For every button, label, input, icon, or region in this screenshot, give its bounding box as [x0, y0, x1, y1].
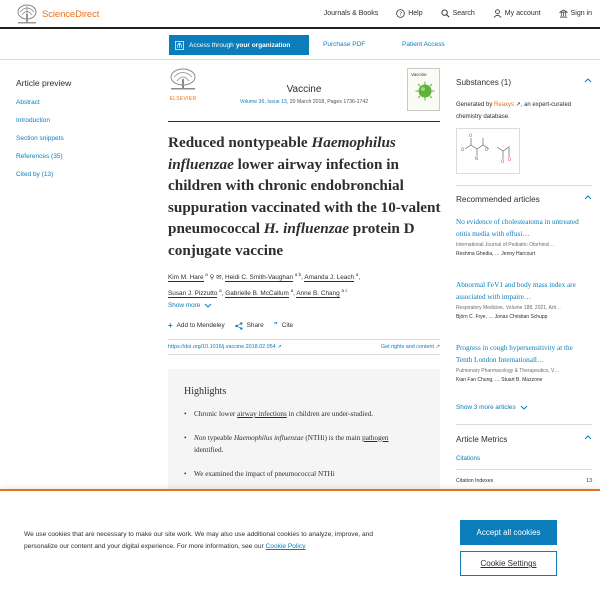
- affiliation-sup: a: [355, 272, 359, 277]
- text: in children are under-studied.: [286, 410, 374, 418]
- author-link[interactable]: Amanda J. Leach: [304, 274, 355, 282]
- substances-source: [456, 99, 592, 123]
- show-more-authors-button[interactable]: [168, 302, 212, 309]
- recommended-article-source: Respiratory Medicine, Volume 188, 2021, Arti…: [456, 305, 562, 311]
- title-part: lower airway infection in children with chronic endobronchial suppuration vaccinated with the 10-valent pneumococcal: [168, 155, 441, 237]
- elsevier-tree-icon: [16, 4, 38, 24]
- recommended-article-authors: Björn C. Frye, … Jonas Christian Schupp: [456, 314, 548, 320]
- cookie-settings-button[interactable]: Cookie Settings: [460, 551, 557, 576]
- author-link[interactable]: Heidi C. Smith-Vaughan: [224, 274, 294, 282]
- highlights-heading: Highlights: [184, 386, 227, 397]
- accept-all-cookies-button[interactable]: Accept all cookies: [460, 520, 557, 545]
- section-title: Recommended articles: [456, 195, 540, 204]
- sciencedirect-logo[interactable]: [16, 4, 99, 24]
- highlight-item: [184, 432, 414, 457]
- preview-link-references[interactable]: References (35): [16, 153, 63, 160]
- preview-link-abstract[interactable]: Abstract: [16, 99, 40, 106]
- title-part-italic: Haemophilus influenzae: [168, 134, 396, 173]
- institution-icon: [175, 41, 184, 50]
- preview-link-cited-by[interactable]: Cited by (13): [16, 171, 54, 178]
- doi-text: https://doi.org/10.1016/j.vaccine.2018.02.054: [168, 344, 276, 350]
- preview-link-introduction[interactable]: Introduction: [16, 117, 50, 124]
- metric-label: Citation Indexes: [456, 478, 494, 484]
- citation-indexes-row: [456, 478, 592, 484]
- share-button[interactable]: [235, 321, 264, 330]
- author-link[interactable]: Susan J. Pizzutto: [168, 290, 218, 298]
- author-list: Kim M. Hare $^a$ ⚲ ✉, Heidi C. Smith-Vaughan $^{a b}$, Amanda J. Leach $^a$, Susan J. Pizzutto $^a$, Gabrielle B. McCallum $^a$, Anne B. Chang $^{a c}$: [168, 272, 361, 298]
- cookie-message: [24, 529, 384, 553]
- svg-text:N: N: [475, 156, 478, 161]
- chevron-up-icon: [584, 435, 592, 440]
- nav-label: Search: [452, 10, 475, 17]
- institution-icon: [559, 9, 568, 18]
- cookie-banner: [0, 489, 600, 600]
- recommended-article: [456, 342, 590, 383]
- email-icon[interactable]: ✉: [216, 274, 222, 282]
- chevron-down-icon: [204, 303, 212, 308]
- action-label: Share: [246, 322, 264, 329]
- help-circle-icon: [396, 9, 405, 18]
- top-nav: [0, 0, 600, 29]
- title-part-italic: H. influenzae: [263, 220, 349, 237]
- recommended-article-link[interactable]: Abnormal FeV1 and body mass index are associated with impaire…: [456, 281, 576, 301]
- recommended-article-authors: Reshma Ghedia, … Jenny Harcourt: [456, 251, 536, 257]
- recommended-article-link[interactable]: Progress in cough hypersensitivity at the Tenth London Internationall…: [456, 344, 573, 364]
- nav-journals-books[interactable]: [324, 10, 378, 17]
- author-link[interactable]: Anne B. Chang: [296, 290, 340, 298]
- rights-text: Get rights and content: [380, 344, 434, 350]
- share-icon: [235, 322, 243, 330]
- access-prefix: Access through: [189, 41, 234, 49]
- divider: [456, 185, 592, 186]
- author-link[interactable]: Kim M. Hare: [168, 274, 204, 282]
- preview-link-section-snippets[interactable]: Section snippets: [16, 135, 64, 142]
- svg-text:O: O: [508, 157, 512, 162]
- article-preview-heading: Article preview: [16, 78, 72, 88]
- nav-sign-in[interactable]: [559, 9, 592, 18]
- get-rights-link[interactable]: [381, 344, 440, 350]
- affiliation-sup: a b: [294, 272, 302, 277]
- brand-name: ScienceDirect: [42, 8, 100, 20]
- affiliation-sup: a: [290, 288, 294, 294]
- virus-cover-icon: [415, 81, 435, 101]
- person-icon: [493, 9, 502, 18]
- svg-text:?: ?: [399, 11, 403, 18]
- affiliation-sup: a: [205, 272, 208, 277]
- text: Haemophilus influenzae: [233, 433, 304, 442]
- reaxys-link[interactable]: Reaxys: [494, 102, 515, 108]
- cover-title: Vaccine: [411, 72, 427, 77]
- patient-access-link[interactable]: Patient Access: [402, 41, 445, 48]
- text: typeable: [205, 433, 234, 442]
- external-link-icon: ↗: [435, 344, 440, 350]
- add-to-mendeley-button[interactable]: [168, 321, 225, 330]
- nav-label: Journals & Books: [323, 10, 379, 17]
- molecule-structure-thumbnail[interactable]: [456, 128, 520, 174]
- highlight-item: [184, 408, 414, 421]
- recommended-article-source: Pulmonary Pharmacology & Therapeutics, V…: [456, 368, 560, 374]
- nav-label: Sign in: [570, 10, 592, 17]
- article-actions: [168, 321, 303, 330]
- text: identified.: [194, 446, 224, 454]
- doi-link[interactable]: [168, 344, 282, 350]
- chevron-up-icon: [584, 195, 592, 200]
- svg-text:O: O: [485, 147, 489, 152]
- cookie-policy-link[interactable]: Cookie Policy: [265, 543, 306, 550]
- external-link-icon: ↗: [277, 344, 282, 350]
- date-pages: , 20 March 2018, Pages 1736-1742: [286, 99, 369, 105]
- cookie-text: We use cookies that are necessary to make our site work. We may also use additional cookies to analyze, improve, and personalize our content and your digital experience. For more information, see our: [24, 531, 374, 550]
- journal-meta: [168, 99, 440, 105]
- chevron-down-icon: [520, 405, 528, 410]
- recommended-article: [456, 216, 590, 257]
- highlight-item: [184, 468, 414, 481]
- action-label: Cite: [281, 322, 294, 329]
- volume-issue-link[interactable]: Volume 36, Issue 13: [239, 99, 287, 105]
- nav-links: [306, 9, 592, 18]
- nav-label: My account: [504, 10, 541, 17]
- svg-text:O: O: [501, 159, 505, 164]
- text: Chronic lower: [194, 410, 238, 418]
- nav-label: Help: [408, 10, 423, 17]
- section-title: Substances (1): [456, 78, 512, 87]
- recommended-article-source: International Journal of Pediatric Otorhinol…: [456, 242, 555, 248]
- recommended-article-authors: Kian Fan Chung, … Stuart B. Mazzone: [456, 377, 543, 383]
- article-title: [168, 132, 443, 261]
- recommended-article-link[interactable]: No evidence of cholesteatoma in untreated otitis media with effusi…: [456, 218, 579, 238]
- cite-button[interactable]: [274, 321, 293, 330]
- journal-cover[interactable]: [407, 68, 440, 111]
- highlights-box: [168, 369, 440, 494]
- person-icon: ⚲: [209, 274, 215, 282]
- term-link[interactable]: airway infections: [237, 410, 287, 418]
- access-bold: your organization: [235, 41, 291, 49]
- section-title: Article Metrics: [456, 435, 508, 444]
- doi-row: [168, 339, 440, 355]
- access-through-organization-button[interactable]: [169, 35, 309, 55]
- article-preview-nav: [16, 99, 64, 189]
- svg-text:O: O: [469, 133, 473, 138]
- text: , an expert-curated chemistry database.: [456, 102, 572, 120]
- recommended-article: [456, 279, 590, 320]
- citations-tab[interactable]: Citations: [456, 455, 481, 462]
- affiliation-sup: a: [219, 288, 222, 294]
- recommended-heading[interactable]: [456, 195, 592, 204]
- nav-help[interactable]: [396, 9, 422, 18]
- nav-my-account[interactable]: [493, 9, 541, 18]
- plus-icon: +: [168, 321, 173, 330]
- title-part: protein D conjugate vaccine: [168, 220, 415, 259]
- publisher-word: ELSEVIER: [169, 96, 197, 102]
- journal-header: [168, 66, 440, 122]
- purchase-pdf-link[interactable]: Purchase PDF: [323, 41, 366, 48]
- chevron-up-icon: [584, 78, 592, 83]
- show-more-articles-button[interactable]: [456, 404, 528, 411]
- term-link[interactable]: pathogen: [362, 433, 389, 442]
- text: Non: [194, 433, 206, 442]
- metric-value: 13: [586, 478, 592, 484]
- nav-search[interactable]: [441, 9, 475, 18]
- molecule-icon: [457, 129, 519, 173]
- text: We examined the impact of pneumococcal NTHi: [194, 469, 335, 478]
- action-label: Add to Mendeley: [176, 322, 225, 329]
- author-link[interactable]: Gabrielle B. McCallum: [225, 290, 289, 298]
- text: (NTHi) is the main: [303, 433, 363, 442]
- text: Generated by: [456, 102, 493, 108]
- svg-text:O: O: [461, 147, 465, 152]
- divider: [456, 469, 592, 470]
- article-metrics-heading[interactable]: [456, 435, 592, 444]
- access-bar: [0, 30, 600, 60]
- title-part: Reduced nontypeable: [168, 134, 312, 151]
- show-more-label: Show more: [168, 302, 201, 309]
- divider: [456, 424, 592, 425]
- affiliation-sup: a c: [341, 288, 348, 294]
- search-icon: [441, 9, 450, 18]
- highlights-list: [184, 408, 414, 491]
- show-more-label: Show 3 more articles: [456, 404, 516, 411]
- substances-heading[interactable]: [456, 78, 592, 87]
- journal-title[interactable]: Vaccine: [286, 84, 322, 95]
- quote-icon: ”: [273, 321, 278, 330]
- external-link-icon: ↗: [514, 102, 521, 108]
